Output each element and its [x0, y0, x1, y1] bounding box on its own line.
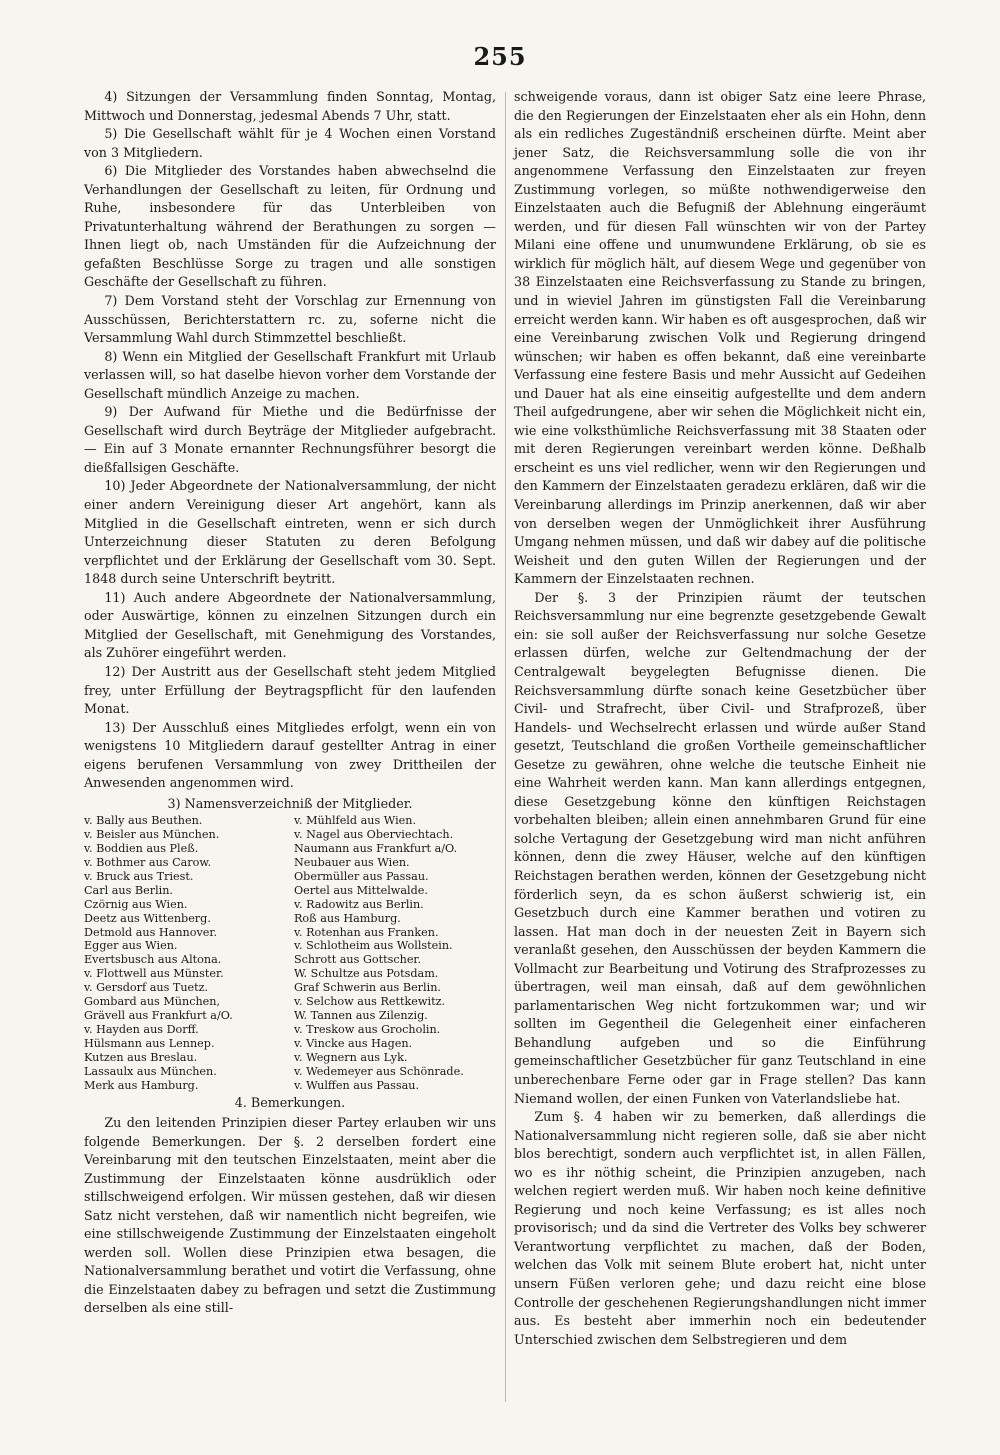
member-entry: Roß aus Hamburg.: [294, 911, 401, 925]
member-entry: Naumann aus Frankfurt a/O.: [294, 842, 458, 856]
right-column: [514, 88, 926, 1349]
paragraph-section-4: Zum §. 4 haben wir zu bemerken, daß allerdings die Nationalversammlung nicht regieren solle, daß sie aber nicht blos berechtigt, sondern auch verpflichtet ist, in allen Fällen, wo es ihr nöthig scheint, die Prinzipien anzugeben, nach welchen regiert werden muß. Wir haben noch keine definitive Regierung und noch keine Verfassung; es ist alles noch provisorisch; und da sind die Vertreter des Volks bey schwerer Verantwortung verpflichtet zu machen, daß der Boden, welchen das Volk mit seinem Blute erobert hat, nicht unter unsern Füßen verloren gehe; und dazu reicht eine blose Controlle der geschehenen Regierungshandlungen nicht immer aus. Es besteht aber immerhin noch ein bedeutender Unterschied zwischen dem Selbstregieren und dem: [514, 1109, 926, 1347]
member-entry: Graf Schwerin aus Berlin.: [294, 981, 441, 995]
member-entry: Kutzen aus Breslau.: [84, 1050, 198, 1064]
member-entry: v. Treskow aus Grocholin.: [294, 1022, 441, 1036]
member-entry: Merk aus Hamburg.: [84, 1078, 199, 1092]
paragraph-statute-13: 13) Der Ausschluß eines Mitgliedes erfolgt, wenn ein von wenigstens 10 Mitgliedern darauf gestellter Antrag in einer eigens berufenen Versammlung von zwey Drittheilen der Anwesenden angenommen wird.: [84, 719, 496, 791]
member-entry: Evertsbusch aus Altona.: [84, 953, 222, 967]
member-entry: v. Wedemeyer aus Schönrade.: [294, 1064, 464, 1078]
member-entry: v. Schlotheim aus Wollstein.: [294, 939, 453, 953]
paragraph-statute-10: 10) Jeder Abgeordnete der Nationalversammlung, der nicht einer andern Vereinigung dieser Art angehört, kann als Mitglied in die Gesellschaft eintreten, wenn er sich durch Unterzeichnung dieser Statuten zu deren Befolgung verpflichtet und der Erklärung der Gesellschaft vom 30. Sept. 1848 durch seine Unterschrift beytritt.: [84, 478, 496, 587]
paragraph-section-3: Der §. 3 der Prinzipien räumt der teutschen Reichsversammlung nur eine begrenzte gesetzgebende Gewalt ein: sie soll außer der Reichsverfassung nur solche Gesetze erlassen dürfen, welche zur Geltendmachung der der Centralgewalt beygelegten Befugnisse dienen. Die Reichsversammlung dürfte sonach keine Gesetzbücher über Civil- und Strafrecht, über Civil- und Strafprozeß, über Handels- und Wechselrecht erlassen und würde außer Stand gesetzt, Teutschland die großen Vortheile gemeinschaftlicher Gesetze zu gewähren, ohne welche die teutsche Einheit nie eine Wahrheit werden kann. Man kann allerdings entgegnen, diese Gesetzgebung könne den künftigen Reichstagen vorbehalten bleiben; allein einen annehmbaren Grund für eine solche Vertagung der Gesetzgebung wird man nicht anführen können, denn die zwey Häuser, welche auf den künftigen Reichstagen berathen werden, können der Gesetzgebung nicht förderlich seyn, da es schon äußerst schwierig ist, ein Gesetzbuch durch eine Kammer berathen und votiren zu lassen. Hat man doch in der neuesten Zeit in Bayern sich veranlaßt gesehen, den Ausschüssen der beyden Kammern die Vollmacht zur Bearbeitung und Votirung des Strafprozesses zu übertragen, weil man einsah, daß auf dem gewöhnlichen parlamentarischen Weg nicht fortzukommen war; und wir sollten im Gegentheil die Gelegenheit einer einfacheren Behandlung aufgeben und so die Einführung gemeinschaftlicher Gesetzbücher für ganz Teutschland in eine unberechenbare Ferne oder gar in Frage stellen? Das kann Niemand wollen, der einen Funken von Vaterlandsliebe hat.: [514, 589, 926, 1106]
member-entry: Neubauer aus Wien.: [294, 856, 410, 870]
member-entry: v. Gersdorf aus Tuetz.: [84, 981, 209, 995]
member-entry: Gombard aus München,: [84, 995, 221, 1009]
paragraph-statute-12: 12) Der Austritt aus der Gesellschaft steht jedem Mitglied frey, unter Erfüllung der Beytragspflicht für den laufenden Monat.: [84, 663, 496, 717]
member-entry: v. Vincke aus Hagen.: [294, 1036, 413, 1050]
paragraph-statute-11: 11) Auch andere Abgeordnete der Nationalversammlung, oder Auswärtige, können zu einzelnen Sitzungen durch ein Mitglied der Gesellschaft, mit Genehmigung des Vorstandes, als Zuhörer eingeführt werden.: [84, 589, 496, 661]
paragraph-statute-8: 8) Wenn ein Mitglied der Gesellschaft Frankfurt mit Urlaub verlassen will, so hat daselbe hievon vorher dem Vorstande der Gesellschaft mündlich Anzeige zu machen.: [84, 348, 496, 401]
member-entry: v. Mühlfeld aus Wien.: [294, 814, 417, 828]
member-entry: v. Bothmer aus Carow.: [84, 856, 212, 870]
member-entry: v. Radowitz aus Berlin.: [294, 897, 424, 911]
member-entry: Czörnig aus Wien.: [84, 897, 188, 911]
member-entry: Schrott aus Gottscher.: [294, 953, 422, 967]
member-entry: v. Hayden aus Dorff.: [84, 1022, 199, 1036]
member-entry: v. Flottwell aus Münster.: [84, 967, 224, 981]
member-entry: v. Bally aus Beuthen.: [84, 814, 203, 828]
paragraph-remarks-continued: schweigende voraus, dann ist obiger Satz eine leere Phrase, die den Regierungen der Einzelstaaten eher als ein Hohn, denn als ein redliches Zugeständniß erscheinen dürfte. Meint aber jener Satz, die Reichsversammlung solle die von ihr angenommene Verfassung den Einzelstaaten zur freyen Zustimmung vorlegen, so müßte nothwendigerweise den Einzelstaaten auch die Befugniß der Ablehnung eingeräumt werden, und für diesen Fall wünschten wir von der Partey Milani eine offene und unumwundene Erklärung, ob sie es wirklich für möglich hält, auf diesem Wege und gegenüber von 38 Einzelstaaten eine Reichsverfassung zu Stande zu bringen, und in wieviel Jahren im günstigsten Fall die Vereinbarung erreicht werden kann. Wir haben es oft ausgesprochen, daß wir eine Vereinbarung zwischen Volk und Regierung dringend wünschen; wir haben es offen bekannt, daß eine vereinbarte Verfassung eine festere Basis und mehr Aussicht auf Gedeihen und Dauer hat als eine einseitig aufgestellte und dem andern Theil aufgedrungene, aber wir sehen die Möglichkeit nicht ein, wie eine volksthümliche Reichsverfassung mit 38 Staaten oder mit deren Regierungen vereinbart werden könne. Deßhalb erscheint es uns viel redlicher, wenn wir den Regierungen und den Kammern der Einzelstaaten geradezu erklären, daß wir die Vereinbarung allerdings im Prinzip anerkennen, daß wir aber von derselben wegen der Unmöglichkeit ihrer Ausführung Umgang nehmen müssen, und daß wir dabey auf die politische Weisheit und den guten Willen der Regierungen und der Kammern der Einzelstaaten rechnen.: [514, 89, 927, 587]
member-entry: v. Nagel aus Oberviechtach.: [294, 828, 454, 842]
column-divider: [505, 92, 506, 1402]
paragraph-statute-7: 7) Dem Vorstand steht der Vorschlag zur Ernennung von Ausschüssen, Berichterstattern rc. zu, soferne nicht die Versammlung Wahl durch Stimmzettel beschließt.: [84, 293, 496, 346]
member-entry: Egger aus Wien.: [84, 939, 178, 953]
member-entry: v. Wulffen aus Passau.: [294, 1078, 420, 1092]
paragraph-statute-9: 9) Der Aufwand für Miethe und die Bedürfnisse der Gesellschaft wird durch Beyträge der Mitglieder aufgebracht. — Ein auf 3 Monate ernannter Rechnungsführer besorgt die dießfallsigen Geschäfte.: [84, 404, 496, 475]
member-entry: Lassaulx aus München.: [84, 1064, 217, 1078]
paragraph-statute-4: 4) Sitzungen der Versammlung finden Sonntag, Montag, Mittwoch und Donnerstag, jedesmal Abends 7 Uhr, statt.: [84, 89, 496, 123]
left-column: [84, 88, 496, 1318]
page-number: 255: [473, 42, 527, 71]
member-entry: v. Rotenhan aus Franken.: [294, 925, 439, 939]
member-entry: Grävell aus Frankfurt a/O.: [84, 1009, 233, 1023]
members-heading: 3) Namensverzeichniß der Mitglieder.: [167, 795, 413, 811]
member-entry: W. Tannen aus Zilenzig.: [294, 1009, 428, 1023]
member-entry: v. Selchow aus Rettkewitz.: [294, 995, 446, 1009]
members-list: [84, 814, 496, 1092]
member-entry: Hülsmann aus Lennep.: [84, 1036, 215, 1050]
member-entry: Detmold aus Hannover.: [84, 925, 218, 939]
member-entry: Deetz aus Wittenberg.: [84, 911, 211, 925]
paragraph-statute-6: 6) Die Mitglieder des Vorstandes haben abwechselnd die Verhandlungen der Gesellschaft zu leiten, für Ordnung und Ruhe, insbesondere für das Unterbleiben von Privatunterhaltung während der Berathungen zu sorgen — Ihnen liegt ob, nach Umständen für die Aufzeichnung der gefaßten Beschlüsse Sorge zu tragen und alle sonstigen Geschäfte der Gesellschaft zu führen.: [84, 163, 496, 290]
member-entry: v. Bruck aus Triest.: [84, 869, 194, 883]
member-entry: v. Boddien aus Pleß.: [84, 842, 199, 856]
member-entry: Oertel aus Mittelwalde.: [294, 883, 428, 897]
member-entry: W. Schultze aus Potsdam.: [294, 967, 439, 981]
member-entry: Obermüller aus Passau.: [294, 869, 429, 883]
paragraph-remarks: Zu den leitenden Prinzipien dieser Partey erlauben wir uns folgende Bemerkungen. Der §. 2 derselben fordert eine Vereinbarung mit den teutschen Einzelstaaten, meint aber die Zustimmung der Einzelstaaten könne ausdrüklich oder stillschweigend erfolgen. Wir müssen gestehen, daß wir diesen Satz nicht verstehen, daß wir namentlich nicht begreifen, wie eine stillschweigende Zustimmung der Einzelstaaten eingeholt werden soll. Wollen diese Prinzipien etwa besagen, die Nationalversammlung berathet und votirt die Verfassung, ohne die Einzelstaaten dabey zu befragen und setzt die Zustimmung derselben als eine still-: [84, 1115, 496, 1316]
member-entry: v. Wegnern aus Lyk.: [294, 1050, 408, 1064]
member-entry: v. Beisler aus München.: [84, 828, 220, 842]
remarks-heading: 4. Bemerkungen.: [234, 1095, 346, 1111]
member-entry: Carl aus Berlin.: [84, 883, 173, 897]
paragraph-statute-5: 5) Die Gesellschaft wählt für je 4 Wochen einen Vorstand von 3 Mitgliedern.: [84, 126, 496, 160]
